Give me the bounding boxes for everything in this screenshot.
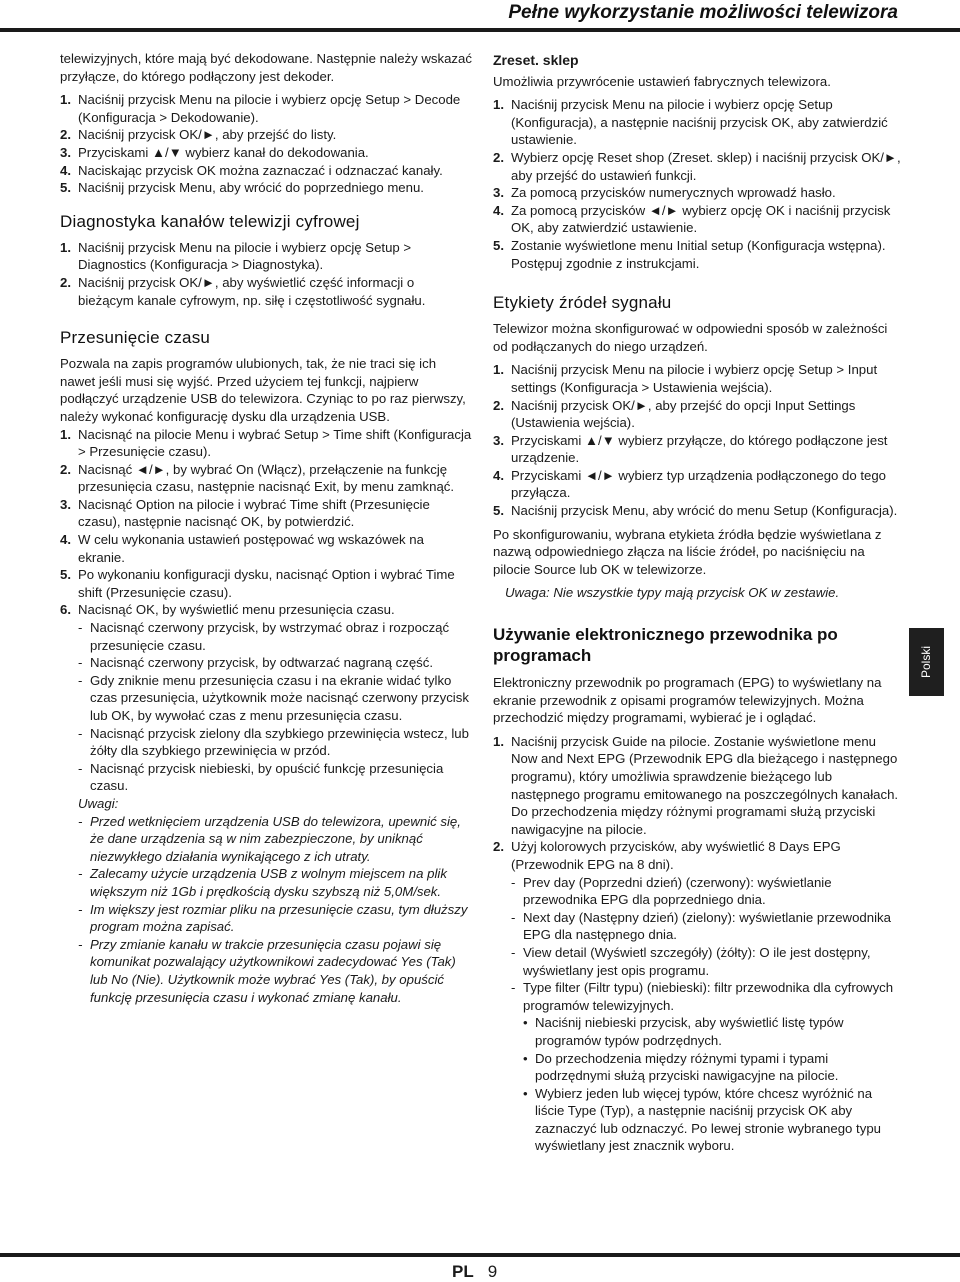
list-item: 3. Nacisnąć Option na pilocie i wybrać Time shift (Przesunięcie czasu), następnie nacisnąć OK, by potwierdzić. [60,496,430,530]
timeshift-steps [60,426,472,620]
epg-type-filter-bullets [493,1014,903,1155]
list-item: • Naciśnij niebieski przycisk, aby wyświetlić listę typów programów typów podrzędnych. [523,1015,844,1048]
section-title-epg: Używanie elektronicznego przewodnika po programach [493,625,838,666]
list-item: 4. W celu wykonania ustawień postępować wg wskazówek na ekranie. [60,532,424,565]
list-item: 1. Naciśnij przycisk Menu na pilocie i wybierz opcję Setup > Diagnostics (Konfiguracja > Diagnostyka). [60,239,412,273]
notes-label: Uwagi: [78,795,119,811]
list-item: 1. Naciśnij przycisk Guide na pilocie. Zostanie wyświetlone menu Now and Next EPG (Przewodnik EPG dla bieżącego i następnego programu), który umożliwia sprawdzenie bieżącego lub następnego programu emitowanego na poszczególnych kanałach. Do przechodzenia między różnymi programami służą przyciski nawigacyjne na pilocie. [493,733,899,837]
list-item: 6. Nacisnąć OK, by wyświetlić menu przesunięcia czasu. [60,602,395,618]
decoder-steps [60,91,472,197]
list-item: 5. Naciśnij przycisk Menu, aby wrócić do poprzedniego menu. [60,180,424,196]
list-item: 1. Naciśnij przycisk Menu na pilocie i wybierz opcję Setup (Konfiguracja), a następnie naciśnij przycisk OK, aby zatwierdzić ustawienie. [493,97,888,148]
list-item: - Type filter (Filtr typu) (niebieski): filtr przewodnika dla cyfrowych programów telewizyjnych. [511,980,894,1013]
footer-language: PL [452,1262,474,1281]
list-item: - Next day (Następny dzień) (zielony): wyświetlanie przewodnika EPG dla następnego dnia. [511,909,891,943]
timeshift-sub-actions [60,619,472,795]
notes-list [60,813,472,1007]
diagnostics-steps [60,239,472,309]
list-item: 3. Za pomocą przycisków numerycznych wprowadź hasło. [493,185,836,201]
list-item: - Nacisnąć przycisk niebieski, by opuścić funkcję przesunięcia czasu. [78,760,444,794]
list-item: 3. Przyciskami ▲/▼ wybierz kanał do dekodowania. [60,144,369,160]
labels-steps [493,361,903,519]
list-item: 2. Naciśnij przycisk OK/►, aby przejść do opcji Input Settings (Ustawienia wejścia). [493,397,856,431]
list-item: 2. Wybierz opcję Reset shop (Zreset. sklep) i naciśnij przycisk OK/►, aby przejść do ustawień funkcji. [493,149,901,183]
section-title-diagnostics: Diagnostyka kanałów telewizji cyfrowej [60,211,360,231]
reset-intro: Umożliwia przywrócenie ustawień fabrycznych telewizora. [493,73,831,89]
list-item: 1. Naciśnij przycisk Menu na pilocie i wybierz opcję Setup > Decode (Konfiguracja > Dekodowanie). [60,92,461,125]
section-title-timeshift: Przesunięcie czasu [60,328,211,348]
list-item: • Wybierz jeden lub więcej typów, które chcesz wyróżnić na liście Type (Typ), a następnie naciśnij przycisk OK aby zaznaczyć lub odznaczyć. Po lewej stronie wybranego typu wyświetlany jest znacznik wyboru. [523,1085,881,1154]
list-item: 2. Naciśnij przycisk OK/►, aby przejść do listy. [60,127,337,143]
labels-after: Po skonfigurowaniu, wybrana etykieta źródła będzie wyświetlana z nazwą odpowiedniego złącza na liście źródeł, po naciśnięciu na pilocie Source lub OK w telewizorze. [493,526,882,577]
list-item: - Nacisnąć przycisk zielony dla szybkiego przewinięcia wstecz, lub żółty dla szybkiego przewinięcia w przód. [78,725,469,759]
list-item: 2. Nacisnąć ◄/►, by wybrać On (Włącz), przełączenie na funkcję przesunięcia czasu, następnie nacisnąć Exit, by menu zamknąć. [60,461,455,495]
list-item: 4. Naciskając przycisk OK można zaznaczać i odznaczać kanały. [60,162,443,178]
labels-note: Uwaga: Nie wszystkie typy mają przycisk OK w zestawie. [505,585,840,601]
list-item: 4. Przyciskami ◄/► wybierz typ urządzenia podłączonego do tego przyłącza. [493,467,887,501]
timeshift-intro: Pozwala na zapis programów ulubionych, tak, że nie traci się ich nawet jeśli musi się wyjść. Przed użyciem tej funkcji, najpierw podłączyć urządzenie USB do telewizora. Czyniąc to po raz pierwszy, należy wykonać konfigurację dysku dla urządzenia USB. [60,356,466,424]
list-item: 2. Użyj kolorowych przycisków, aby wyświetlić 8 Days EPG (Przewodnik EPG na 8 dni). [493,839,841,872]
footer-rule [0,1253,960,1257]
list-item: • Do przechodzenia między różnymi typami i typami podrzędnymi służą przyciski nawigacyjne na pilocie. [523,1050,839,1084]
list-item: 3. Przyciskami ▲/▼ wybierz przyłącze, do którego podłączone jest urządzenie. [493,432,888,466]
list-item: - Prev day (Poprzedni dzień) (czerwony): wyświetlanie przewodnika EPG dla poprzedniego dnia. [511,874,832,908]
list-item: 5. Zostanie wyświetlone menu Initial setup (Konfiguracja wstępna). Postępuj zgodnie z instrukcjami. [493,237,886,271]
language-side-tab: Polski [909,628,944,696]
list-item: - View detail (Wyświetl szczegóły) (żółty): O ile jest dostępny, wyświetlany jest opis programu. [511,944,871,978]
list-item: 5. Po wykonaniu konfiguracji dysku, nacisnąć Option i wybrać Time shift (Przesunięcie czasu). [60,567,455,600]
section-title-source-labels: Etykiety źródeł sygnału [493,293,672,313]
epg-intro: Elektroniczny przewodnik po programach (EPG) to wyświetlany na ekranie przewodnik z opisami programów telewizyjnych. Można przechodzić między programami, wybierać je i oglądać. [493,675,882,726]
list-item: - Nacisnąć czerwony przycisk, by wstrzymać obraz i rozpocząć przesunięcie czasu. [78,620,450,653]
section-title-reset: Zreset. sklep [493,52,579,68]
list-item: - Zalecamy użycie urządzenia USB z wolnym miejscem na plik większym niż 1Gb i prędkością dysku szybszą niż 5,0M/sek. [78,866,447,899]
list-item: - Gdy zniknie menu przesunięcia czasu i na ekranie widać tylko czas przesunięcia, użytkownik może nacisnąć czerwony przycisk lub OK, by wywołać czas z menu przesunięcia czasu. [78,672,469,723]
page-number: 9 [487,1262,498,1281]
list-item: 1. Nacisnąć na pilocie Menu i wybrać Setup > Time shift (Konfiguracja > Przesunięcie czasu). [60,426,472,460]
list-item: 5. Naciśnij przycisk Menu, aby wrócić do menu Setup (Konfiguracja). [493,503,898,519]
page-header-title: Pełne wykorzystanie możliwości telewizora [508,2,898,23]
header-rule [0,28,960,32]
list-item: - Przed wetknięciem urządzenia USB do telewizora, upewnić się, że dane urządzenia są w nim zabezpieczone, by uniknąć niezwykłego działania wynikającego z ich utraty. [78,813,461,864]
right-column [493,52,903,1155]
list-item: 2. Naciśnij przycisk OK/►, aby wyświetlić część informacji o bieżącym kanale cyfrowym, np. siłę i częstotliwość sygnału. [60,274,426,308]
list-item: 1. Naciśnij przycisk Menu na pilocie i wybierz opcję Setup > Input settings (Konfiguracja > Ustawienia wejścia). [493,362,878,395]
labels-intro: Telewizor można skonfigurować w odpowiedni sposób w zależności od podłączanych do niego urządzeń. [493,321,888,354]
page-footer [452,1262,497,1282]
decoder-intro: telewizyjnych, które mają być dekodowane. Następnie należy wskazać przyłącze, do którego podłączony jest dekoder. [60,51,472,84]
epg-steps [493,733,903,874]
list-item: - Im większy jest rozmiar pliku na przesunięcie czasu, tym dłuższy program można zapisać. [78,901,468,935]
reset-steps [493,96,903,272]
left-column [60,50,472,1006]
epg-sub-actions [493,874,903,1015]
list-item: 4. Za pomocą przycisków ◄/► wybierz opcję OK i naciśnij przycisk OK, aby zatwierdzić ustawienie. [493,202,891,236]
list-item: - Nacisnąć czerwony przycisk, by odtwarzać nagraną część. [78,655,434,671]
list-item: - Przy zmianie kanału w trakcie przesunięcia czasu pojawi się komunikat pozwalający użytkownikowi zadecydować Yes (Tak) lub No (Nie). Użytkownik może wybrać Yes (Tak), by opuścić funkcję przesunięcia czasu i wykonać zmianę kanału. [78,936,456,1005]
